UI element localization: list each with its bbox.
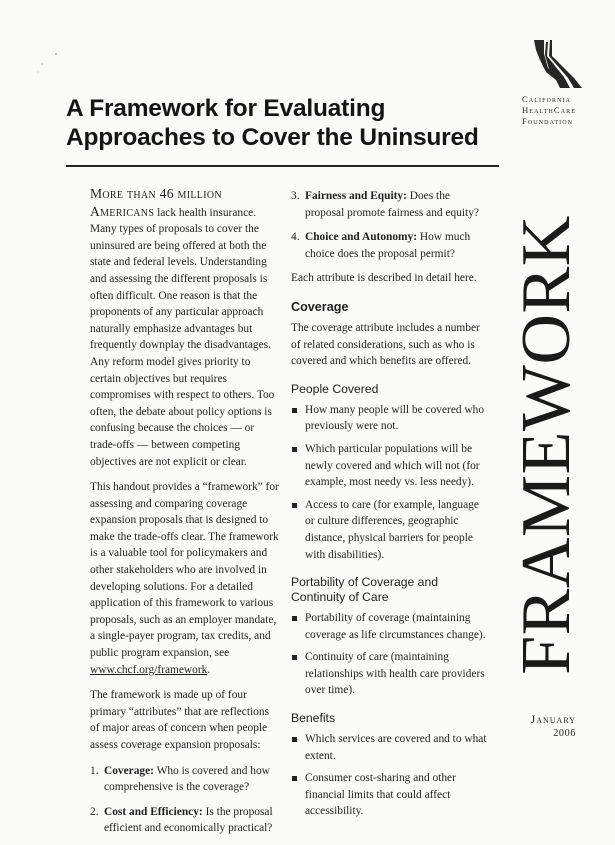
list-item: Which services are covered and to what extent. [291, 731, 491, 764]
framework-vertical-wordmark [507, 195, 587, 695]
list-item: Continuity of care (maintaining relationships with health care providers over time). [291, 649, 491, 699]
attribute-label: Coverage: [104, 764, 154, 777]
attribute-text: Does the proposal promote fairness and equity? [305, 190, 479, 219]
attribute-label: Choice and Autonomy: [305, 231, 418, 244]
page-title-line-2: Approaches to Cover the Uninsured [66, 124, 479, 151]
logo-text-line-2: HealthCare [522, 105, 577, 115]
title-rule [66, 165, 499, 167]
attribute-item [90, 804, 280, 837]
portability-list [291, 610, 491, 699]
framework-vertical-text: FRAMEWORK [508, 215, 585, 675]
attribute-number: 4. [291, 231, 300, 244]
intro-paragraph-body: lack health insurance. Many types of proposals to cover the uninsured are being offered at both the state and federal levels. Understanding and assessing the different proposals is often difficult. One reason is that the proponents of any particular approach naturally emphasize advantages but frequently downplay the disadvantages. Any reform model gives priority to certain objectives but requires compromises with respect to others. Too often, the debate about policy options is confusing because the choices — or trade-offs — between competing objectives are not explicit or clear. [90, 206, 275, 468]
list-item: How many people will be covered who previously were not. [291, 402, 491, 435]
attribute-number: 1. [90, 764, 99, 777]
portability-heading: Portability of Coverage and Continuity of Care [291, 575, 439, 605]
attribute-list-right [291, 188, 491, 262]
right-column [291, 188, 491, 826]
chcf-logo [522, 38, 608, 127]
attribute-text: How much choice does the proposal permit? [305, 231, 471, 260]
publication-date [520, 714, 576, 740]
publication-year: 2006 [553, 728, 576, 739]
handout-paragraph-body: This handout provides a “framework” for assessing and comparing coverage expansion proposals that is designed to make the trade-offs clear. The framework is a valuable tool for policymakers and other stakeholders who are involved in developing solutions. For a detailed application of this framework to various proposals, such as an employer mandate, a single-payer program, tax credits, and public program expansion, see [90, 481, 279, 660]
handout-paragraph-end: . [207, 663, 211, 676]
attribute-text: Is the proposal efficient and economically practical? [104, 805, 273, 835]
handout-paragraph [90, 479, 280, 678]
page-title-line-1: A Framework for Evaluating [66, 95, 386, 122]
attribute-detail-note: Each attribute is described in detail here. [291, 272, 477, 285]
page-title [66, 94, 506, 152]
attribute-number: 3. [291, 190, 300, 202]
attributes-intro-paragraph: The framework is made up of four primary “attributes” that are reflections of major areas of concern when people assess coverage expansion proposals: [90, 689, 270, 751]
attribute-label: Fairness and Equity: [305, 190, 407, 202]
publication-month: January [530, 714, 576, 726]
list-item: Portability of coverage (maintaining coverage as life circumstances change). [291, 610, 491, 643]
list-item: Which particular populations will be newly covered and which will not (for example, most needy vs. less needy). [291, 441, 491, 491]
lead-in-text: More than 46 million Americans [90, 186, 222, 219]
california-state-outline-icon [530, 38, 588, 90]
list-item: Consumer cost-sharing and other financial limits that could affect accessibility. [291, 770, 491, 820]
attribute-label: Cost and Efficiency: [104, 805, 203, 818]
people-covered-heading: People Covered [291, 381, 379, 396]
left-column [90, 186, 280, 845]
attribute-item [90, 763, 280, 796]
coverage-heading: Coverage [291, 299, 349, 314]
scan-speck-mark [34, 50, 64, 80]
benefits-list [291, 731, 491, 820]
benefits-heading: Benefits [291, 711, 336, 726]
logo-text-line-3: Foundation [522, 116, 574, 126]
intro-paragraph [90, 186, 280, 470]
attribute-item [291, 188, 491, 221]
attribute-number: 2. [90, 805, 99, 818]
logo-text-line-1: California [522, 94, 572, 104]
people-covered-list [291, 402, 491, 563]
coverage-paragraph: The coverage attribute includes a number of related considerations, such as who is covered and which benefits are offered. [291, 321, 480, 368]
attribute-text: Who is covered and how comprehensive is the coverage? [104, 764, 270, 794]
framework-link[interactable]: www.chcf.org/framework [90, 663, 208, 676]
list-item: Access to care (for example, language or culture differences, geographic distance, physical barriers for people with disabilities). [291, 497, 491, 563]
attribute-item [291, 229, 491, 262]
